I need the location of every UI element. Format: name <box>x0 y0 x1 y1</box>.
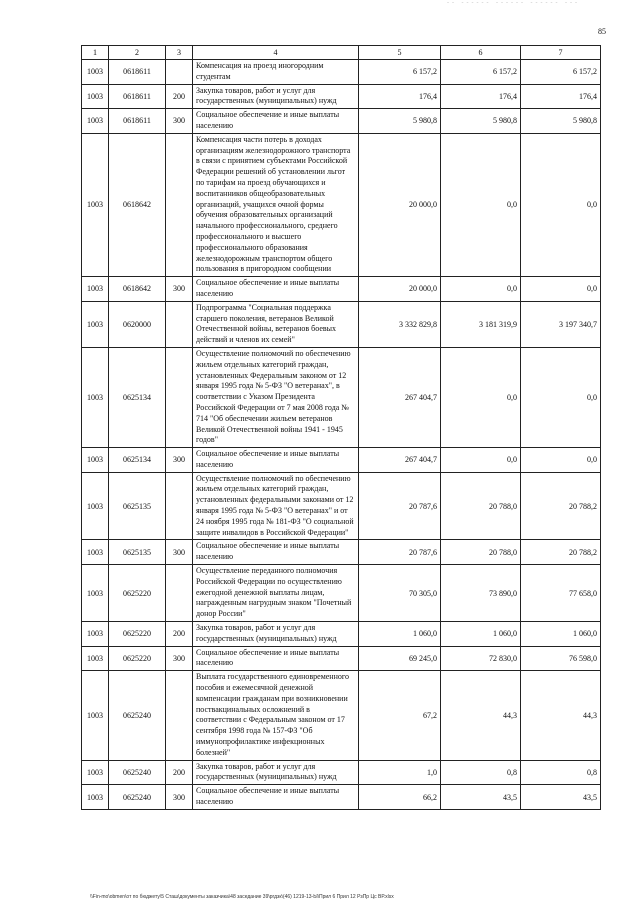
amount-year-2: 0,0 <box>441 277 521 302</box>
amount-year-2: 20 788,0 <box>441 540 521 565</box>
amount-year-3: 5 980,8 <box>521 109 601 134</box>
amount-year-1: 66,2 <box>359 785 441 810</box>
amount-year-3: 77 658,0 <box>521 565 601 622</box>
amount-year-3: 0,0 <box>521 277 601 302</box>
amount-year-3: 0,0 <box>521 133 601 276</box>
table-row <box>82 133 601 276</box>
description: Закупка товаров, работ и услуг для государственных (муниципальных) нужд <box>193 84 359 109</box>
col-header-1: 1 <box>82 46 109 60</box>
target-code: 0625134 <box>109 347 166 447</box>
amount-year-1: 1,0 <box>359 760 441 785</box>
section-code: 1003 <box>82 60 109 85</box>
description: Осуществление полномочий по обеспечению жильем отдельных категорий граждан, установленных федеральными законами от 12 января 1995 года № 5-ФЗ "О ветеранах" и от 24 ноября 1995 года № 181-ФЗ "О социальной защите инвалидов в Российской Федерации" <box>193 472 359 540</box>
description: Социальное обеспечение и иные выплаты населению <box>193 109 359 134</box>
header-row <box>82 46 601 60</box>
description: Закупка товаров, работ и услуг для государственных (муниципальных) нужд <box>193 622 359 647</box>
amount-year-2: 0,0 <box>441 347 521 447</box>
target-code: 0625134 <box>109 448 166 473</box>
table-row <box>82 472 601 540</box>
amount-year-3: 20 788,2 <box>521 540 601 565</box>
col-header-2: 2 <box>109 46 166 60</box>
amount-year-2: 5 980,8 <box>441 109 521 134</box>
col-header-7: 7 <box>521 46 601 60</box>
expense-type: 300 <box>166 448 193 473</box>
description: Осуществление полномочий по обеспечению жильем отдельных категорий граждан, установленных Федеральным законом от 12 января 1995 года № 5-ФЗ "О ветеранах", в соответствии с Указом Президента Российской Федерации от 7 мая 2008 года № 714 "Об обеспечении жильем ветеранов Великой Отечественной войны 1941 - 1945 годов" <box>193 347 359 447</box>
target-code: 0618642 <box>109 133 166 276</box>
description: Осуществление переданного полномочия Российской Федерации по осуществлению ежегодной денежной выплаты лицам, награжденным нагрудным знаком "Почетный донор России" <box>193 565 359 622</box>
section-code: 1003 <box>82 84 109 109</box>
expense-type: 300 <box>166 277 193 302</box>
section-code: 1003 <box>82 540 109 565</box>
table-row <box>82 448 601 473</box>
amount-year-2: 73 890,0 <box>441 565 521 622</box>
amount-year-1: 20 787,6 <box>359 472 441 540</box>
amount-year-2: 1 060,0 <box>441 622 521 647</box>
section-code: 1003 <box>82 646 109 671</box>
expense-type: 200 <box>166 622 193 647</box>
amount-year-2: 0,0 <box>441 448 521 473</box>
expense-type: 300 <box>166 109 193 134</box>
table-row <box>82 84 601 109</box>
amount-year-2: 44,3 <box>441 671 521 760</box>
section-code: 1003 <box>82 760 109 785</box>
amount-year-1: 20 000,0 <box>359 133 441 276</box>
section-code: 1003 <box>82 133 109 276</box>
table-row <box>82 785 601 810</box>
file-path-footer: \\Fin-mo\obmen\от по бюджету\5 Сташ\документы заказчика\48 заседание 39\ргдзк\(46) 1219-13-Ы\Прил 6 Прил 12 РзПр Цс ВР.xlsx <box>90 894 394 900</box>
amount-year-3: 0,0 <box>521 347 601 447</box>
section-code: 1003 <box>82 301 109 347</box>
target-code: 0625240 <box>109 760 166 785</box>
description: Социальное обеспечение и иные выплаты населению <box>193 448 359 473</box>
table-row <box>82 622 601 647</box>
target-code: 0618611 <box>109 60 166 85</box>
target-code: 0625220 <box>109 646 166 671</box>
description: Подпрограмма "Социальная поддержка старшего поколения, ветеранов Великой Отечественной войны, ветеранов боевых действий и членов их семей" <box>193 301 359 347</box>
section-code: 1003 <box>82 277 109 302</box>
expense-type <box>166 60 193 85</box>
amount-year-2: 0,8 <box>441 760 521 785</box>
expense-type <box>166 133 193 276</box>
target-code: 0618611 <box>109 109 166 134</box>
description: Компенсация на проезд иногородним студентам <box>193 60 359 85</box>
amount-year-1: 176,4 <box>359 84 441 109</box>
description: Социальное обеспечение и иные выплаты населению <box>193 785 359 810</box>
target-code: 0625240 <box>109 671 166 760</box>
description: Социальное обеспечение и иные выплаты населению <box>193 540 359 565</box>
target-code: 0625135 <box>109 540 166 565</box>
amount-year-3: 76 598,0 <box>521 646 601 671</box>
section-code: 1003 <box>82 622 109 647</box>
budget-table <box>81 45 601 810</box>
amount-year-2: 43,5 <box>441 785 521 810</box>
table-row <box>82 109 601 134</box>
description: Компенсация части потерь в доходах организациям железнодорожного транспорта в связи с принятием субъектами Российской Федерации решений об установлении льгот по тарифам на проезд обучающихся и воспитанников общеобразовательных организаций, учащихся очной формы обучения образовательных организаций начального профессионального, среднего профессионального и высшего профессионального образования железнодорожным транспортом общего пользования в пригородном сообщении <box>193 133 359 276</box>
amount-year-1: 6 157,2 <box>359 60 441 85</box>
description: Социальное обеспечение и иные выплаты населению <box>193 646 359 671</box>
amount-year-1: 69 245,0 <box>359 646 441 671</box>
section-code: 1003 <box>82 671 109 760</box>
amount-year-1: 5 980,8 <box>359 109 441 134</box>
expense-type <box>166 301 193 347</box>
target-code: 0625240 <box>109 785 166 810</box>
section-code: 1003 <box>82 448 109 473</box>
target-code: 0625135 <box>109 472 166 540</box>
description: Социальное обеспечение и иные выплаты населению <box>193 277 359 302</box>
amount-year-2: 0,0 <box>441 133 521 276</box>
section-code: 1003 <box>82 472 109 540</box>
target-code: 0625220 <box>109 622 166 647</box>
expense-type: 200 <box>166 760 193 785</box>
target-code: 0618642 <box>109 277 166 302</box>
target-code: 0620000 <box>109 301 166 347</box>
section-code: 1003 <box>82 109 109 134</box>
amount-year-1: 70 305,0 <box>359 565 441 622</box>
col-header-4: 4 <box>193 46 359 60</box>
amount-year-1: 267 404,7 <box>359 347 441 447</box>
table-row <box>82 671 601 760</box>
amount-year-2: 3 181 319,9 <box>441 301 521 347</box>
amount-year-1: 267 404,7 <box>359 448 441 473</box>
col-header-3: 3 <box>166 46 193 60</box>
table-row <box>82 760 601 785</box>
col-header-6: 6 <box>441 46 521 60</box>
amount-year-1: 20 787,6 <box>359 540 441 565</box>
scan-artifact-marks: -- ------ ------ ------ --- <box>447 0 580 6</box>
amount-year-1: 20 000,0 <box>359 277 441 302</box>
amount-year-3: 43,5 <box>521 785 601 810</box>
table-row <box>82 565 601 622</box>
section-code: 1003 <box>82 785 109 810</box>
col-header-5: 5 <box>359 46 441 60</box>
table-row <box>82 646 601 671</box>
description: Выплата государственного единовременного пособия и ежемесячной денежной компенсации гражданам при возникновении поствакцинальных осложнений в соответствии с Федеральным законом от 17 сентября 1998 года № 157-ФЗ "Об иммунопрофилактике инфекционных болезней" <box>193 671 359 760</box>
amount-year-3: 44,3 <box>521 671 601 760</box>
section-code: 1003 <box>82 565 109 622</box>
amount-year-1: 67,2 <box>359 671 441 760</box>
amount-year-1: 1 060,0 <box>359 622 441 647</box>
amount-year-2: 6 157,2 <box>441 60 521 85</box>
description: Закупка товаров, работ и услуг для государственных (муниципальных) нужд <box>193 760 359 785</box>
expense-type <box>166 565 193 622</box>
table-row <box>82 277 601 302</box>
target-code: 0625220 <box>109 565 166 622</box>
amount-year-3: 6 157,2 <box>521 60 601 85</box>
expense-type <box>166 347 193 447</box>
table-row <box>82 60 601 85</box>
amount-year-2: 72 830,0 <box>441 646 521 671</box>
amount-year-1: 3 332 829,8 <box>359 301 441 347</box>
expense-type: 200 <box>166 84 193 109</box>
amount-year-3: 3 197 340,7 <box>521 301 601 347</box>
amount-year-3: 1 060,0 <box>521 622 601 647</box>
target-code: 0618611 <box>109 84 166 109</box>
expense-type <box>166 472 193 540</box>
amount-year-2: 176,4 <box>441 84 521 109</box>
amount-year-2: 20 788,0 <box>441 472 521 540</box>
table-row <box>82 301 601 347</box>
page-number: 85 <box>598 27 606 36</box>
expense-type: 300 <box>166 785 193 810</box>
expense-type: 300 <box>166 540 193 565</box>
section-code: 1003 <box>82 347 109 447</box>
amount-year-3: 0,8 <box>521 760 601 785</box>
amount-year-3: 0,0 <box>521 448 601 473</box>
amount-year-3: 176,4 <box>521 84 601 109</box>
expense-type: 300 <box>166 646 193 671</box>
amount-year-3: 20 788,2 <box>521 472 601 540</box>
expense-type <box>166 671 193 760</box>
table-row <box>82 347 601 447</box>
table-row <box>82 540 601 565</box>
